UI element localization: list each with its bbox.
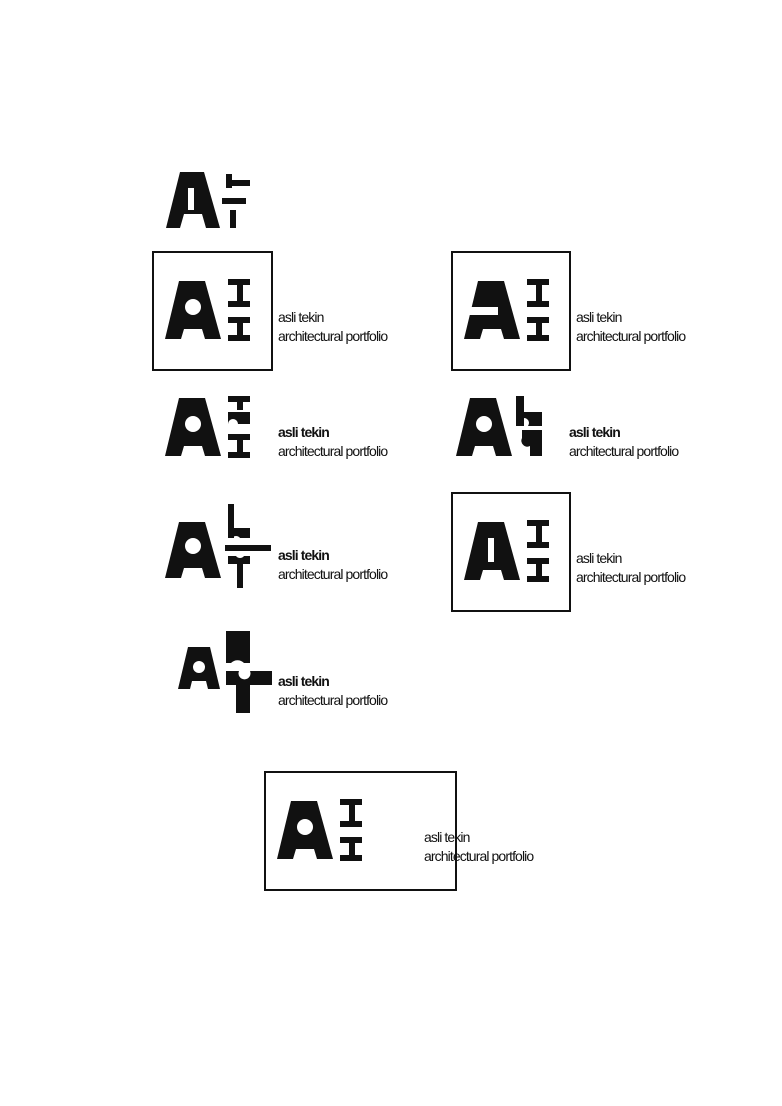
brand-tagline: architectural portfolio	[569, 443, 679, 459]
wordmark-2	[278, 310, 387, 343]
logo-variant-4	[165, 394, 255, 458]
brand-tagline: architectural portfolio	[278, 566, 388, 582]
monogram-at-mark	[277, 797, 367, 861]
brand-tagline: architectural portfolio	[576, 569, 686, 585]
wordmark-5	[569, 425, 678, 458]
monogram-at-mark	[178, 631, 274, 717]
brand-name: asli tekin	[424, 829, 470, 845]
monogram-at-mark	[164, 170, 254, 230]
brand-name: asli tekin	[278, 547, 329, 563]
brand-tagline: architectural portfolio	[278, 443, 388, 459]
brand-tagline: architectural portfolio	[278, 692, 388, 708]
brand-name: asli tekin	[278, 309, 324, 325]
brand-tagline: architectural portfolio	[576, 328, 686, 344]
wordmark-9	[424, 830, 533, 863]
brand-name: asli tekin	[569, 424, 620, 440]
logo-variant-3	[464, 277, 554, 341]
logo-variant-6	[165, 504, 275, 590]
logo-variant-8	[178, 631, 274, 717]
brand-tagline: architectural portfolio	[278, 328, 388, 344]
brand-tagline: architectural portfolio	[424, 848, 534, 864]
brand-name: asli tekin	[278, 673, 329, 689]
logo-variant-1	[164, 170, 254, 230]
brand-name: asli tekin	[576, 309, 622, 325]
wordmark-4	[278, 425, 387, 458]
monogram-at-mark	[464, 518, 554, 584]
wordmark-6	[278, 548, 387, 581]
wordmark-8	[278, 674, 387, 707]
brand-name: asli tekin	[576, 550, 622, 566]
monogram-at-mark	[165, 394, 255, 458]
monogram-at-mark	[464, 277, 554, 341]
logo-variant-5	[456, 394, 548, 458]
wordmark-3	[576, 310, 685, 343]
monogram-at-mark	[165, 504, 275, 590]
monogram-at-mark	[456, 394, 548, 458]
brand-name: asli tekin	[278, 424, 329, 440]
logo-variant-2	[165, 277, 255, 341]
wordmark-7	[576, 551, 685, 584]
logo-variant-9	[277, 797, 367, 861]
monogram-at-mark	[165, 277, 255, 341]
logo-variant-7	[464, 518, 554, 584]
